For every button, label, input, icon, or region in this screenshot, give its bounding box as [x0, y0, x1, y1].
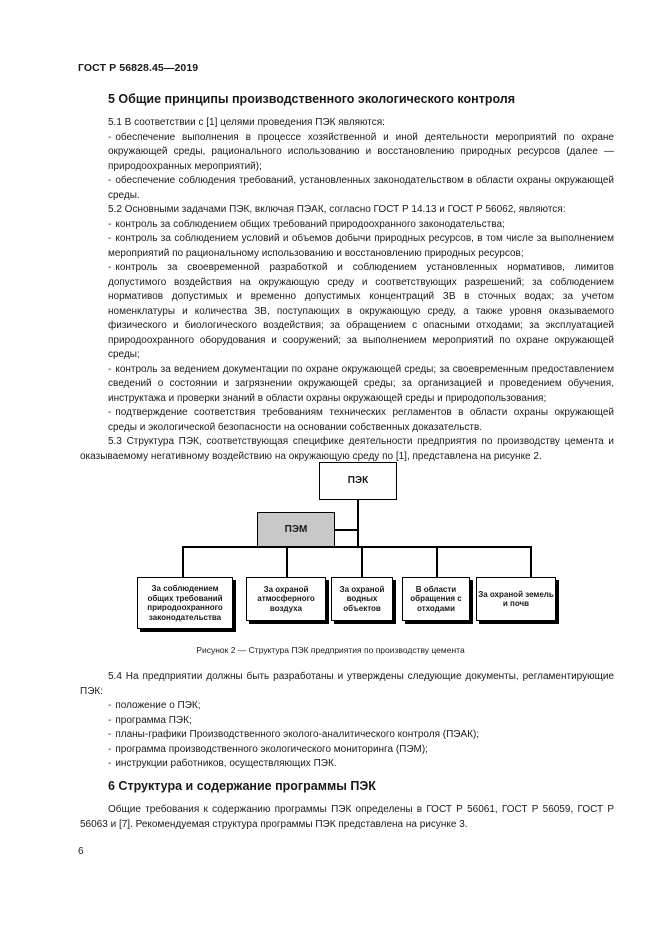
section-6-title: 6 Структура и содержание программы ПЭК — [108, 779, 376, 793]
control-area-box: За охраной водных объектов — [331, 577, 393, 621]
pem-box: ПЭМ — [257, 512, 335, 548]
paragraph-6: Общие требования к содержанию программы ПЭК определены в ГОСТ Р 56061, ГОСТ Р 56059, ГОСТ Р 56063 и [7]. Рекомендуемая структура программы ПЭК представлена на рисунке 3. — [80, 804, 614, 830]
document-code-header: ГОСТ Р 56828.45—2019 — [78, 62, 199, 74]
connector-line — [286, 546, 288, 577]
connector-line — [530, 546, 532, 577]
connector-line — [361, 546, 363, 577]
section-6-body — [80, 803, 614, 832]
section-5-body — [80, 116, 614, 464]
pek-box: ПЭК — [319, 462, 397, 500]
list-item: - инструкции работников, осуществляющих ПЭК. — [108, 758, 337, 769]
list-item: - положение о ПЭК; — [108, 700, 201, 711]
control-area-box: За охраной атмосферного воздуха — [246, 577, 326, 621]
paragraph-5-3: 5.3 Структура ПЭК, соответствующая специфике деятельности предприятия по производству цемента и оказываемому негативному воздействию на окружающую среду по [1], представлена на рисунке 2. — [80, 436, 614, 462]
paragraph-5-2: 5.2 Основными задачами ПЭК, включая ПЭАК, согласно ГОСТ Р 14.13 и ГОСТ Р 56062, являются: — [108, 204, 566, 215]
paragraph-5-1: 5.1 В соответствии с [1] целями проведения ПЭК являются: — [108, 117, 385, 128]
list-item: - подтверждение соответствия требованиям технических регламентов в области охраны окружающей среды и экологической безопасности на основании собственных доказательств. — [108, 407, 614, 433]
section-5-title: 5 Общие принципы производственного экологического контроля — [108, 92, 516, 106]
control-area-box: За соблюдением общих требований природоохранного законодательства — [137, 577, 233, 629]
list-item: - программа ПЭК; — [108, 714, 192, 726]
control-area-box: В области обращения с отходами — [402, 577, 470, 621]
figure-2-caption: Рисунок 2 — Структура ПЭК предприятия по производству цемента — [196, 645, 465, 655]
paragraph-5-4: 5.4 На предприятии должны быть разработаны и утверждены следующие документы, регламентирующие ПЭК: — [80, 671, 614, 697]
connector-line — [335, 529, 357, 531]
list-item: - контроль за своевременной разработкой и соблюдением установленных нормативов, лимитов допустимого воздействия на окружающую среду и соответствующих разрешений; за соблюдением нормативов допустимых и временно допустимых концентраций ЗВ в сточных водах; за учетом номенклатуры и количества ЗВ, поступающих в окружающую среду, а также уровня оказываемого физического и биологического воздействия; за обращением с опасными отходами; за эксплуатацией природоохранного оборудования и сооружений; за выполнением мероприятий по охране окружающей среды; — [108, 262, 614, 360]
connector-line — [436, 546, 438, 577]
connector-line — [182, 546, 531, 548]
page-number: 6 — [78, 846, 84, 857]
list-item: - контроль за соблюдением условий и объемов добычи природных ресурсов, в том числе за выполнением мероприятий по рациональному использованию и восстановлению природных ресурсов; — [108, 233, 614, 259]
list-item: - контроль за соблюдением общих требований природоохранного законодательства; — [108, 218, 505, 230]
list-item: - обеспечение выполнения в процессе хозяйственной и иной деятельности мероприятий по охране окружающей среды, рационального использованию и восстановлению природных ресурсов (далее — природоохранных мероприятий); — [108, 131, 614, 172]
section-5-4-body — [80, 670, 614, 772]
list-item: - контроль за ведением документации по охране окружающей среды; за своевременным предоставлением сведений о состоянии и загрязнении окружающей среды; за организацией и проведением обучения, инструктажа и проверки знаний в области охраны окружающей среды и природопользования; — [108, 363, 614, 404]
list-item: - программа производственного экологического мониторинга (ПЭМ); — [108, 743, 428, 755]
list-item: - обеспечение соблюдения требований, установленных законодательством в области охраны окружающей среды. — [108, 175, 614, 201]
connector-line — [182, 546, 184, 577]
control-area-box: За охраной земель и почв — [476, 577, 556, 621]
list-item: - планы-графики Производственного эколого-аналитического контроля (ПЭАК); — [108, 729, 480, 740]
connector-line — [357, 500, 359, 546]
